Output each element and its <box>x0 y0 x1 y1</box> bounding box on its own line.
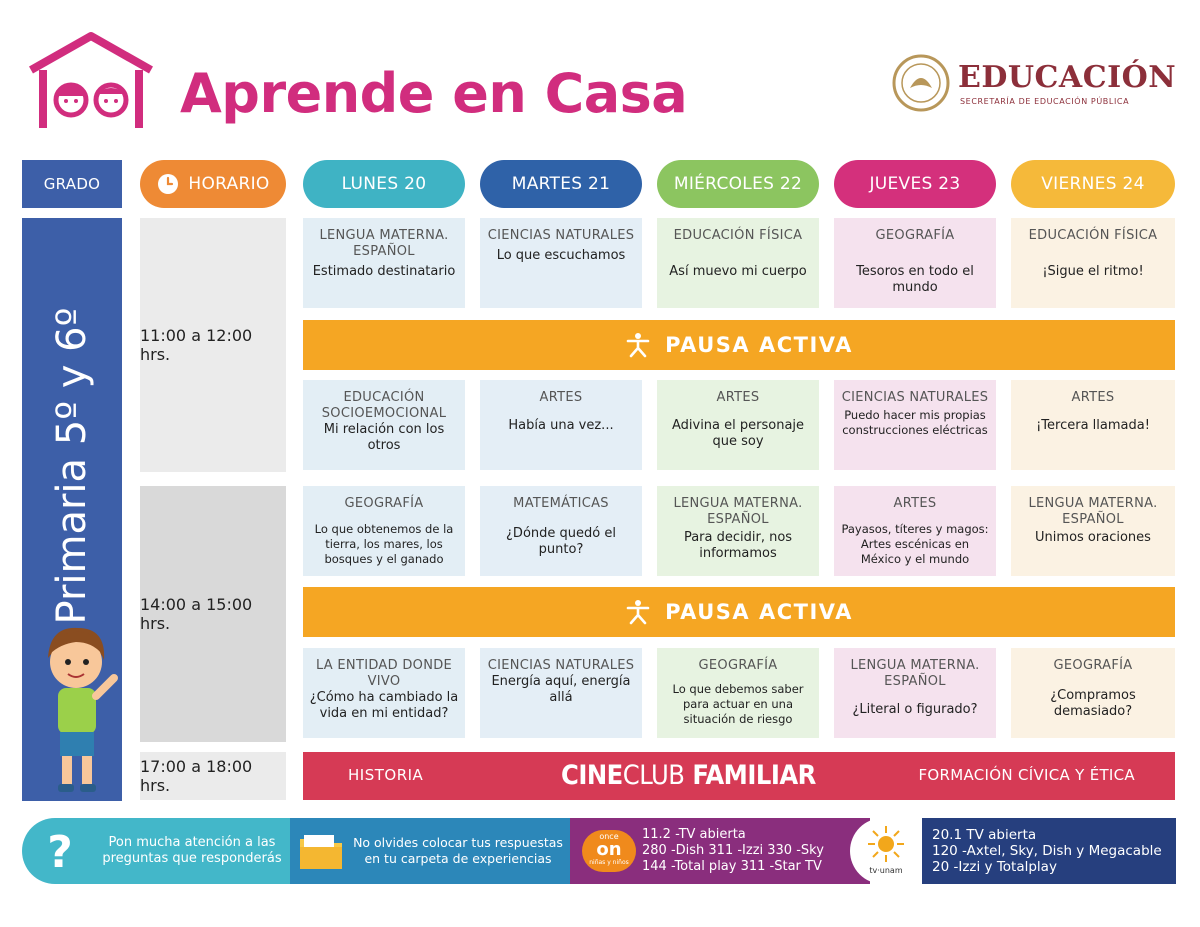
day-header-viernes: VIERNES 24 <box>1011 160 1175 208</box>
day-header-miercoles: MIÉRCOLES 22 <box>657 160 819 208</box>
topic-title: Estimado destinatario <box>312 264 456 279</box>
tip-attention-text: Pon mucha atención a las preguntas que responderás <box>102 835 282 866</box>
tvunam-channels-panel <box>922 818 1176 884</box>
horario-header <box>140 160 286 208</box>
topic-title: Payasos, títeres y magos: Artes escénicas en México y el mundo <box>841 522 989 566</box>
svg-text:?: ? <box>47 827 73 875</box>
subject-name: CIENCIAS NATURALES <box>487 658 635 673</box>
topic-title: Lo que obtenemos de la tierra, los mares, los bosques y el ganado <box>314 522 454 566</box>
class-cell <box>303 486 465 576</box>
topic-title: Así muevo mi cuerpo <box>669 264 807 279</box>
question-mark-icon <box>36 827 84 875</box>
cineclub-title-part: CINE <box>561 760 623 791</box>
topic-title: Tesoros en todo el mundo <box>856 264 974 295</box>
time-slot-2: 14:00 a 15:00 hrs. <box>140 486 286 742</box>
once-channel-line: 144 -Total play 311 -Star TV <box>642 859 822 874</box>
class-cell <box>480 648 642 738</box>
once-channel-line: 11.2 -TV abierta <box>642 827 746 842</box>
tip-folder-panel <box>290 818 580 884</box>
class-cell <box>657 218 819 308</box>
horario-label: HORARIO <box>188 174 270 194</box>
class-cell <box>834 380 996 470</box>
cineclub-left-subject: HISTORIA <box>348 766 424 784</box>
folder-icon <box>298 831 344 871</box>
subject-name: GEOGRAFÍA <box>1053 658 1133 673</box>
exercise-figure-icon <box>625 332 651 358</box>
cineclub-title <box>561 760 816 791</box>
topic-title: Había una vez... <box>508 418 614 433</box>
class-cell <box>1011 486 1175 576</box>
cineclub-banner <box>303 752 1175 800</box>
subject-name: ARTES <box>716 390 760 405</box>
once-logo-bottom: niñas y niños <box>589 859 629 866</box>
page-title: Aprende en Casa <box>180 62 688 125</box>
time-slot-1: 11:00 a 12:00 hrs. <box>140 218 286 472</box>
class-cell <box>303 218 465 308</box>
house-logo <box>25 30 157 132</box>
tvunam-channel-line: 120 -Axtel, Sky, Dish y Megacable <box>932 843 1162 859</box>
grade-label: Primaria 5º y 6º <box>49 307 95 625</box>
class-cell <box>657 648 819 738</box>
topic-title: ¡Tercera llamada! <box>1036 418 1150 433</box>
once-logo-main: on <box>596 839 622 860</box>
subject-name: ARTES <box>893 496 937 511</box>
tip-folder-text: No olvides colocar tus respuestas en tu carpeta de experiencias <box>353 835 563 866</box>
day-header-martes: MARTES 21 <box>480 160 642 208</box>
once-logo-top: once <box>599 832 619 841</box>
class-cell <box>657 380 819 470</box>
grado-header: GRADO <box>22 160 122 208</box>
subject-name: MATEMÁTICAS <box>513 496 609 511</box>
topic-title: Lo que escuchamos <box>496 248 626 263</box>
grade-column <box>22 218 122 801</box>
subject-name: EDUCACIÓN SOCIOEMOCIONAL <box>321 390 447 421</box>
topic-title: ¿Literal o figurado? <box>852 702 978 717</box>
class-cell <box>303 380 465 470</box>
topic-title: ¿Cómo ha cambiado la vida en mi entidad? <box>309 690 459 721</box>
pausa-activa-banner <box>303 587 1175 637</box>
topic-title: ¿Compramos demasiado? <box>1050 688 1136 719</box>
cineclub-title-part: FAMILIAR <box>684 760 816 791</box>
ministry-subtitle: SECRETARÍA DE EDUCACIÓN PÚBLICA <box>960 97 1130 106</box>
tvunam-sun-icon <box>866 824 906 864</box>
subject-name: EDUCACIÓN FÍSICA <box>673 228 803 243</box>
subject-name: EDUCACIÓN FÍSICA <box>1028 228 1158 243</box>
pausa-label: PAUSA ACTIVA <box>665 333 853 357</box>
class-cell <box>1011 648 1175 738</box>
topic-title: Energía aquí, energía allá <box>491 674 631 705</box>
cineclub-right-subject: FORMACIÓN CÍVICA Y ÉTICA <box>918 766 1135 784</box>
subject-name: LA ENTIDAD DONDE VIVO <box>315 658 453 689</box>
time-slot-3: 17:00 a 18:00 hrs. <box>140 752 286 800</box>
topic-title: ¡Sigue el ritmo! <box>1042 264 1144 279</box>
subject-name: ARTES <box>539 390 583 405</box>
clock-icon <box>156 172 180 196</box>
class-cell <box>834 218 996 308</box>
subject-name: LENGUA MATERNA. ESPAÑOL <box>1028 496 1158 527</box>
government-seal-icon <box>892 54 950 112</box>
child-illustration <box>28 618 124 798</box>
cineclub-title-part: CLUB <box>622 760 685 791</box>
subject-name: CIENCIAS NATURALES <box>841 390 989 405</box>
subject-name: GEOGRAFÍA <box>698 658 778 673</box>
topic-title: Para decidir, nos informamos <box>683 530 793 561</box>
class-cell <box>1011 218 1175 308</box>
ministry-name: EDUCACIÓN <box>958 60 1177 95</box>
tvunam-channel-line: 20.1 TV abierta <box>932 827 1037 843</box>
once-channels-panel <box>570 818 870 884</box>
subject-name: GEOGRAFÍA <box>344 496 424 511</box>
class-cell <box>834 648 996 738</box>
subject-name: LENGUA MATERNA. ESPAÑOL <box>850 658 980 689</box>
pausa-activa-banner <box>303 320 1175 370</box>
once-logo <box>582 830 636 872</box>
once-channel-line: 280 -Dish 311 -Izzi 330 -Sky <box>642 843 824 858</box>
day-header-lunes: LUNES 20 <box>303 160 465 208</box>
topic-title: Mi relación con los otros <box>323 422 445 453</box>
class-cell <box>480 486 642 576</box>
subject-name: ARTES <box>1071 390 1115 405</box>
topic-title: Lo que debemos saber para actuar en una situación de riesgo <box>672 682 804 726</box>
exercise-figure-icon <box>625 599 651 625</box>
class-cell <box>657 486 819 576</box>
tvunam-label: tv·unam <box>869 866 903 875</box>
topic-title: Unimos oraciones <box>1035 530 1151 545</box>
class-cell <box>303 648 465 738</box>
subject-name: CIENCIAS NATURALES <box>487 228 635 243</box>
class-cell <box>480 218 642 308</box>
tip-attention-panel <box>22 818 302 884</box>
tvunam-channel-line: 20 -Izzi y Totalplay <box>932 859 1057 875</box>
subject-name: GEOGRAFÍA <box>875 228 955 243</box>
class-cell <box>1011 380 1175 470</box>
tvunam-logo <box>850 818 922 884</box>
topic-title: Adivina el personaje que soy <box>671 418 805 449</box>
pausa-label: PAUSA ACTIVA <box>665 600 853 624</box>
class-cell <box>480 380 642 470</box>
class-cell <box>834 486 996 576</box>
day-header-jueves: JUEVES 23 <box>834 160 996 208</box>
subject-name: LENGUA MATERNA. ESPAÑOL <box>673 496 803 527</box>
topic-title: ¿Dónde quedó el punto? <box>506 526 616 557</box>
subject-name: LENGUA MATERNA. ESPAÑOL <box>319 228 449 259</box>
topic-title: Puedo hacer mis propias construcciones eléctricas <box>842 408 988 437</box>
